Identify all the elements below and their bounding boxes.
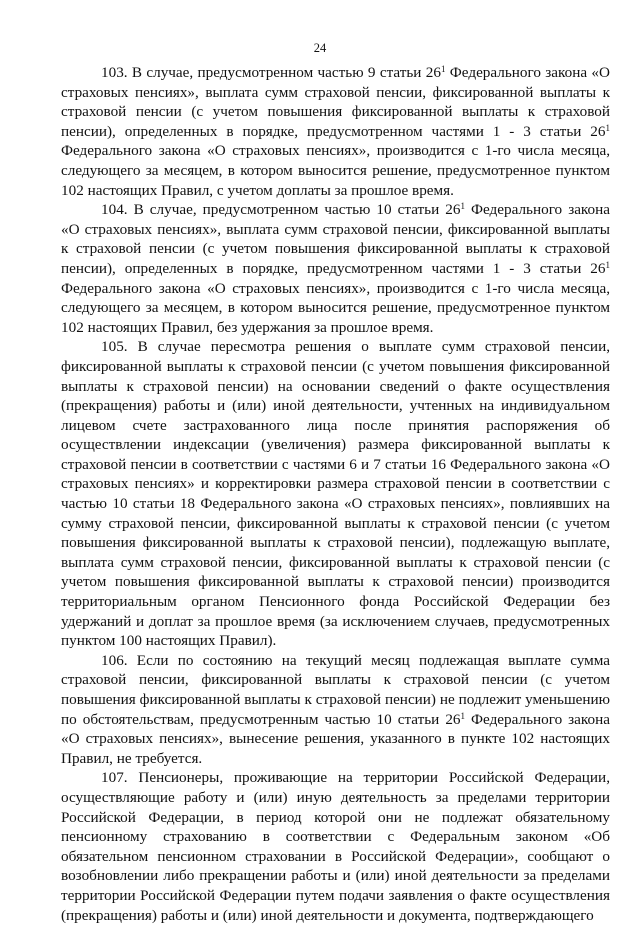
paragraph-104: [61, 200, 610, 337]
superscript: 1: [460, 201, 465, 212]
paragraph-103: [61, 63, 610, 200]
document-body: [61, 63, 610, 925]
text-segment: Федерального закона «О страховых пенсиях», производится с 1-го числа месяца, следующего за месяцем, в котором выносится решение, предусмотренное пунктом 102 настоящих Правил, с учетом доплаты за прошлое время.: [61, 142, 610, 199]
superscript: 1: [440, 64, 446, 74]
text-segment: 106. Если по состоянию на текущий месяц подлежащая выплате сумма страховой пенсии, фиксированной выплаты к страховой пенсии (с учетом повышения фиксированной выплаты к страховой пенсии) не подлежит уменьшению по обстоятельствам, предусмотренным частью 10 статьи 26: [61, 651, 610, 728]
text-segment: Федерального закона «О страховых пенсиях», выплата сумм страховой пенсии, фиксированной выплаты к страховой пенсии (с учетом повышения фиксированной выплаты к страховой пенсии), определенных в порядке, предусмотренном частями 1 - 3 статьи 26: [61, 201, 610, 277]
superscript: 1: [605, 259, 610, 270]
text-segment: 105. В случае пересмотра решения о выплате сумм страховой пенсии, фиксированной выплаты к страховой пенсии (с учетом повышения фиксированной выплаты к страховой пенсии) на основании сведений о факте осуществления (прекращения) работы и (или) иной деятельности, учтенных на индивидуальном лицевом счете застрахованного лица после принятия распоряжения об осуществлении индексации (увеличения) размера фиксированной выплаты к страховой пенсии в соответствии с частями 6 и 7 статьи 16 Федерального закона «О страховых пенсиях» и корректировки размера страховой пенсии в соответствии с частью 10 статьи 18 Федерального закона «О страховых пенсиях», повлиявших на сумму страховой пенсии, фиксированной выплаты к страховой пенсии (с учетом повышения фиксированной выплаты к страховой пенсии), подлежащую выплате, выплата сумм страховой пенсии, фиксированной выплаты к страховой пенсии (с учетом повышения фиксированной выплаты к страховой пенсии) производится территориальным органом Пенсионного фонда Российской Федерации без удержаний и доплат за прошлое время (за исключением случаев, предусмотренных пунктом 100 настоящих Правил).: [61, 338, 610, 650]
superscript: 1: [460, 710, 466, 721]
text-segment: Федерального закона «О страховых пенсиях», производится с 1-го числа месяца, следующего за месяцем, в котором выносится решение, предусмотренное пунктом 102 настоящих Правил, без удержания за прошлое время.: [61, 279, 610, 336]
paragraph-106: [61, 651, 610, 769]
text-segment: 107. Пенсионеры, проживающие на территории Российской Федерации, осуществляющие работу и (или) иную деятельность за пределами территории Российской Федерации, в период которой они не подлежат обязательному пенсионному страхованию в соответствии с Федеральным законом «Об обязательном пенсионном страховании в Российской Федерации», сообщают о возобновлении либо прекращении работы и (или) иной деятельности за пределами территории Российской Федерации путем подачи заявления о факте осуществления (прекращения) работы и (или) иной деятельности и документа, подтверждающего: [61, 769, 610, 924]
text-segment: Федерального закона «О страховых пенсиях», выплата сумм страховой пенсии, фиксированной выплаты к страховой пенсии (с учетом повышения фиксированной выплаты к страховой пенсии), определенных в порядке, предусмотренном частями 1 - 3 статьи 26: [61, 64, 610, 140]
text-segment: 104. В случае, предусмотренном частью 10 статьи 26: [101, 201, 461, 219]
paragraph-105: [61, 337, 610, 651]
page-number: 24: [313, 41, 327, 55]
superscript: 1: [605, 122, 610, 133]
paragraph-107: [61, 768, 610, 925]
text-segment: Федерального закона «О страховых пенсиях», вынесение решения, указанного в пункте 102 настоящих Правил, не требуется.: [61, 710, 610, 767]
text-segment: 103. В случае, предусмотренном частью 9 статьи 26: [101, 64, 441, 81]
